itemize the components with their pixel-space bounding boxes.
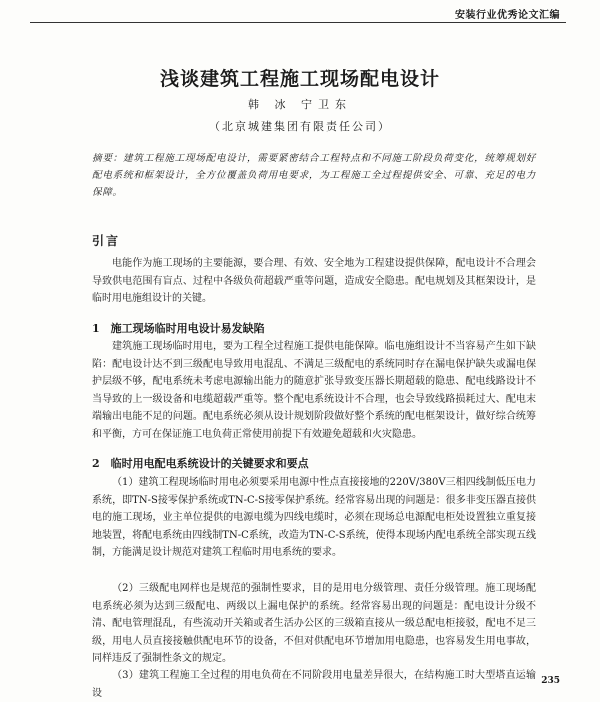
abstract: 摘要：建筑工程施工现场配电设计，需要紧密结合工程特点和不同施工阶段负荷变化，统筹规划好配电系统和框架设计，全方位覆盖负荷用电要求，为工程施工全过程提供安全、可靠、充足的电力保障。 [92, 153, 536, 198]
section-heading-1: 1 施工现场临时用电设计易发缺陷 [92, 322, 265, 335]
affiliation: （北京城建集团有限责任公司） [209, 120, 391, 133]
section-1-paragraph: 建筑施工现场临时用电，要为工程全过程施工提供电能保障。临电施组设计不当容易产生如下缺陷：配电设计达不到三级配电导致用电混乱、不满足三级配电的系统同时存在漏电保护缺失或漏电保护层级不够，配电系统未考虑电源输出能力的随意扩张导致变压器长期超载的隐患、配电线路设计不当导致的上一级设备和电缆超载严重等。整个配电系统设计不合理，也会导致线路损耗过大、配电末端输出电能不足的问题。配电系统必须从设计规划阶段做好整个系统的配电框架设计，做好综合统筹和平衡，方可在保证施工电负荷正常使用前提下有效避免超载和火灾隐患。 [92, 341, 536, 440]
section-2-paragraph-1: （1）建筑工程现场临时用电必须要采用电源中性点直接接地的220V/380V三相四线制低压电力系统，即TN-S接零保护系统或TN-C-S接零保护系统。经常容易出现的问题是：很多非变压器直接供电的施工现场，业主单位提供的电源电缆为四线电缆时，必须在现场总电源配电柜处设置独立重复接地装置，将配电系统由四线制TN-C系统，改造为TN-C-S系统，使得本现场内配电系统全部实现五线制，方能满足设计规范对建筑工程临时用电系统的要求。 [92, 477, 536, 558]
running-head: 安装行业优秀论文汇编 [455, 10, 560, 21]
section-heading-2: 2 临时用电配电系统设计的关键要求和要点 [92, 457, 309, 470]
section-2-paragraph-2: （2）三级配电网样也是规范的强制性要求，目的是用电分级管理、责任分级管理。施工现场配电系统必须为达到三级配电、两级以上漏电保护的系统。经常容易出现的问题是：配电设计分级不清、配电管理混乱，有些流动开关箱或者生活办公区的三级箱直接从一级总配电柜接驳，配电不足三级，用电人员直接接触供配电环节的设备，不但对供配电环节增加用电隐患，也容易发生用电事故，同样违反了强制性条文的规定。 [92, 583, 536, 664]
intro-paragraph: 电能作为施工现场的主要能源，要合理、有效、安全地为工程建设提供保障，配电设计不合理会导致供电范围有盲点、过程中各级负荷超载严重等问题，造成安全隐患。配电规划及其框架设计，是临时用电施组设计的关键。 [92, 258, 536, 304]
paper-title: 浅谈建筑工程施工现场配电设计 [159, 68, 440, 90]
authors: 韩 冰 宁卫东 [248, 98, 352, 111]
header-rule [30, 22, 566, 23]
section-2-paragraph-3: （3）建筑工程施工全过程的用电负荷在不同阶段用电量差异很大，在结构施工时大型塔直运输设 [92, 670, 536, 699]
page-number: 235 [541, 676, 560, 686]
section-heading-intro: 引言 [92, 234, 121, 248]
